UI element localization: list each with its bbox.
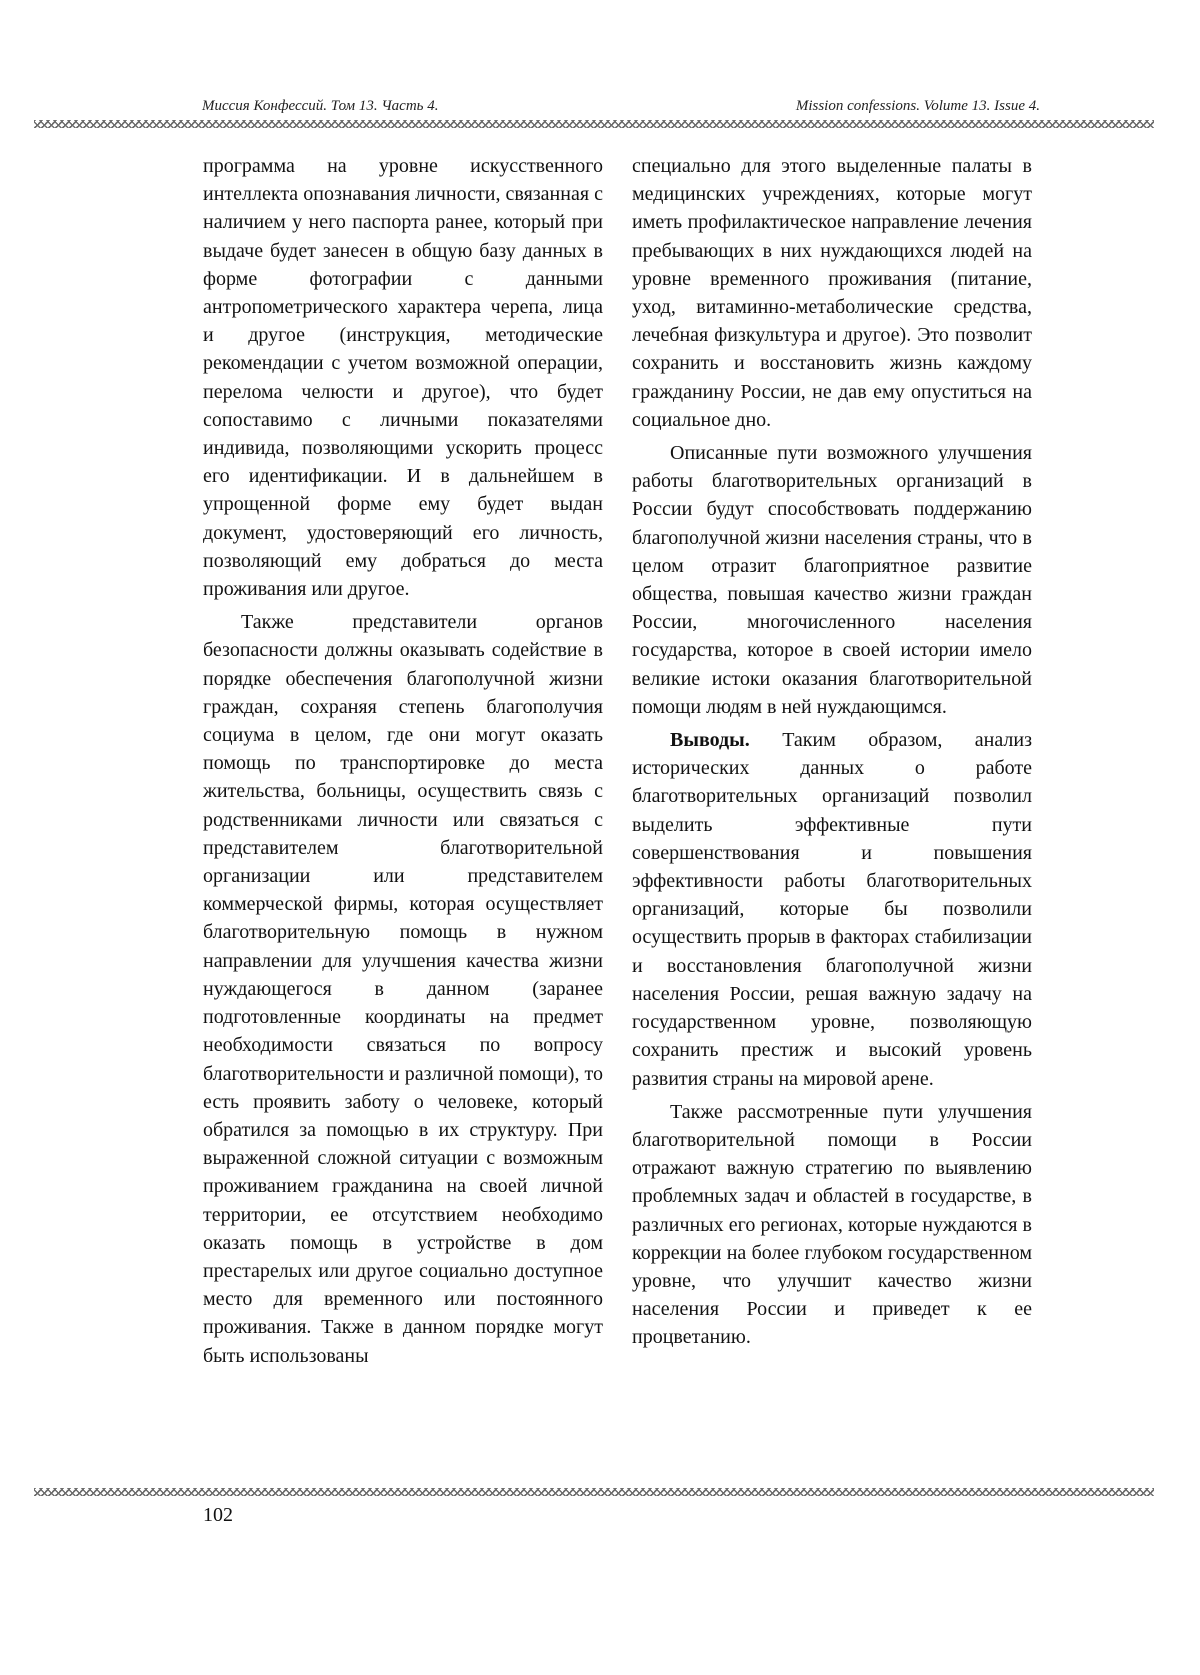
running-head-journal-ru: Миссия Конфессий. Том 13. Часть 4. <box>202 98 439 114</box>
right-paragraph-final: Также рассмотренные пути улучшения благотворительной помощи в России отражают важную стратегию по выявлению проблемных задач и областей в государстве, в различных его регионах, которые нуждаются в коррекции на более глубоком государственном уровне, что улучшит качество жизни населения России и приведет к ее процветанию. <box>632 1100 1032 1349</box>
page-number: 102 <box>203 1504 233 1526</box>
left-paragraph-security-bodies: Также представители органов безопасности должны оказывать содействие в порядке обеспечения благополучной жизни граждан, сохраняя степень благополучия социума в целом, где они могут оказать помощь по транспортировке до места жительства, больницы, осуществить связь с родственниками личности или связаться с представителем благотворительной организации или представителем коммерческой фирмы, которая осуществляет благотворительную помощь в нужном направлении для улучшения качества жизни нуждающегося в данном (заранее подготовленные координаты на предмет необходимости связаться по вопросу благотворительности и различной помощи), то есть проявить заботу о человеке, который обратился за помощью в их структуру. При выраженной сложной ситуации с возможным проживанием гражданина на своей личной территории, ее отсутствием необходимо оказать помощь в устройстве в дом престарелых или другое социально доступное место для временного или постоянного проживания. Также в данном порядке могут быть использованы <box>203 611 603 1367</box>
conclusions-text: Таким образом, анализ исторических данных о работе благотворительных организаций позволил выделить эффективные пути совершенствования и повышения эффективности работы благотворительных организаций, которые бы позволили осуществить прорыв в факторах стабилизации и восстановления благополучной жизни населения России, решая важную задачу на государственном уровне, позволяющую сохранить престиж и высокий уровень развития страны на мировой арене. <box>632 729 1032 1090</box>
right-paragraph-conclusions <box>632 726 1032 1093</box>
top-ornamental-rule <box>34 120 1154 128</box>
left-paragraph-continued: программа на уровне искусственного интеллекта опознавания личности, связанная с наличием у него паспорта ранее, который при выдаче будет занесен в общую базу данных в форме фотографии с данными антропометрического характера черепа, лица и другое (инструкция, методические рекомендации с учетом возможной операции, перелома челюсти и другое), что будет сопоставимо с личными показателями индивида, позволяющими ускорить процесс его идентификации. И в дальнейшем в упрощенной форме ему будет выдан документ, удостоверяющий его личность, позволяющий ему добраться до места проживания или другое. <box>203 155 603 601</box>
conclusions-heading: Выводы. <box>670 729 750 752</box>
bottom-ornamental-rule <box>34 1488 1154 1496</box>
right-text-column <box>632 152 1032 1352</box>
right-paragraph-described-ways: Описанные пути возможного улучшения работы благотворительных организаций в России будут способствовать поддержанию благополучной жизни населения страны, что в целом отразит благоприятное развитие общества, повышая качество жизни граждан России, многочисленного населения государства, которое в своей истории имело великие истоки оказания благотворительной помощи людям в ней нуждающимся. <box>632 442 1032 718</box>
running-head-journal-en: Mission confessions. Volume 13. Issue 4. <box>795 98 1040 114</box>
left-text-column <box>203 152 603 1370</box>
right-paragraph-continued: специально для этого выделенные палаты в медицинских учреждениях, которые могут иметь профилактическое направление лечения пребывающих в них нуждающихся людей на уровне временного проживания (питание, уход, витаминно-метаболические средства, лечебная физкультура и другое). Это позволит сохранить и восстановить жизнь каждому гражданину России, не дав ему опуститься на социальное дно. <box>632 155 1032 431</box>
